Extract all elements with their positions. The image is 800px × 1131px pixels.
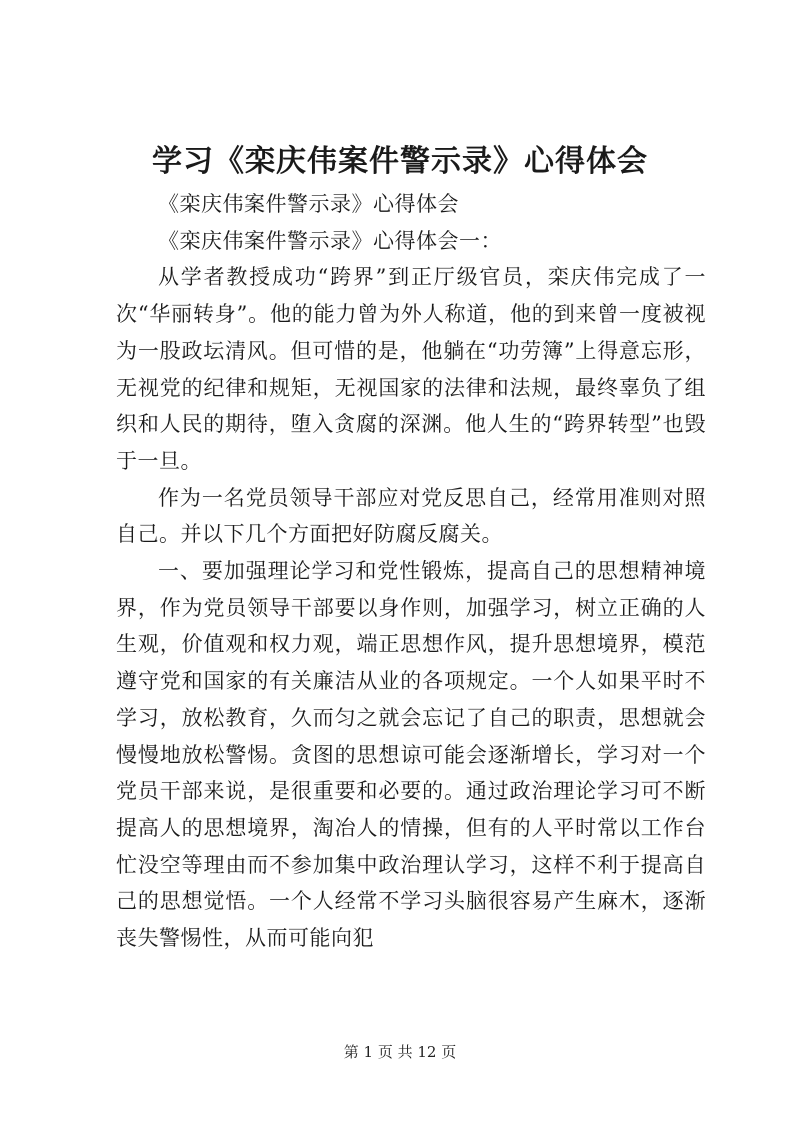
document-title: 学习《栾庆伟案件警示录》心得体会 <box>152 144 648 179</box>
paragraph-point-one: 一、要加强理论学习和党性锻炼，提高自己的思想精神境界，作为党员领导干部要以身作则，加强学习，树立正确的人生观，价值观和权力观，端正思想作风，提升思想境界，模范遵守党和国家的有关廉洁从业的各项规定。一个人如果平时不学习，放松教育，久而匀之就会忘记了自己的职责，思想就会慢慢地放松警惕。贪图的思想谅可能会逐渐增长，学习对一个党员干部来说，是很重要和必要的。通过政治理论学习可不断提高人的思想境界，淘冶人的情操，但有的人平时常以工作台忙没空等理由而不参加集中政治理认学习，这样不利于提高自己的思想觉悟。一个人经常不学习头脑很容易产生麻木，逐渐丧失警惕性，从而可能向犯 <box>116 559 706 951</box>
page-number-footer <box>0 1042 800 1062</box>
paragraph-subtitle: 《栾庆伟案件警示录》心得体会 <box>158 192 459 216</box>
paragraph-section-heading: 《栾庆伟案件警示录》心得体会一： <box>158 228 502 253</box>
paragraph-reflection: 作为一名党员领导干部应对党反思自己，经常用准则对照自己。并以下几个方面把好防腐反腐关。 <box>116 485 706 547</box>
paragraph-intro: 从学者教授成功“跨界”到正厅级官员，栾庆伟完成了一次“华丽转身”。他的能力曾为外人称道，他的到来曾一度被视为一股政坛清风。但可惜的是，他躺在“功劳簿”上得意忘形，无视党的纪律和规矩，无视国家的法律和法规，最终辜负了组织和人民的期待，堕入贪腐的深渊。他人生的“跨界转型”也毁于一旦。 <box>116 265 706 473</box>
page-number-label: 第 1 页 共 12 页 <box>343 1043 457 1061</box>
document-body <box>116 186 706 957</box>
